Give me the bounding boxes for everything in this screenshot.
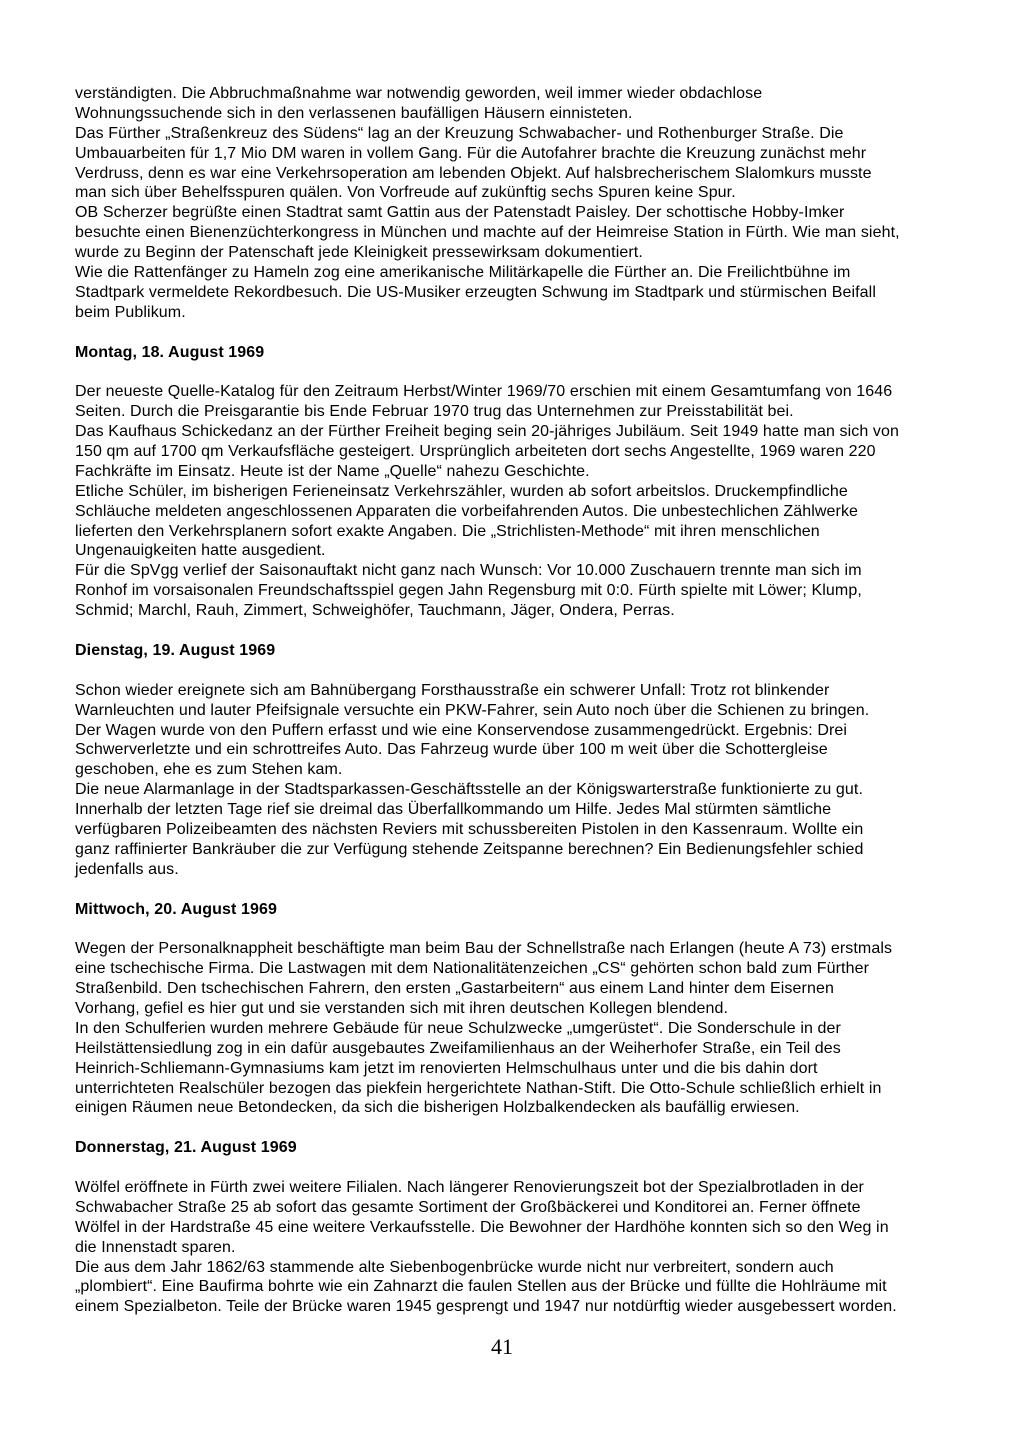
- text-line: beim Publikum.: [75, 303, 186, 321]
- text-line: 150 qm auf 1700 qm Verkaufsfläche gesteigert. Ursprünglich arbeiteten dort sechs Angestellte, 1969 waren 220: [75, 443, 876, 461]
- text-line: Schmid; Marchl, Rauh, Zimmert, Schweighöfer, Tauchmann, Jäger, Ondera, Perras.: [75, 602, 675, 620]
- text-line: besuchte einen Bienenzüchterkongress in München und machte auf der Heimreise Station in Fürth. Wie man sieht,: [75, 224, 900, 242]
- text-line: Fachkräfte im Einsatz. Heute ist der Name „Quelle“ nahezu Geschichte.: [75, 462, 590, 480]
- text-line: Straßenbild. Den tschechischen Fahrern, den ersten „Gastarbeitern“ aus einem Land hinter dem Eisernen: [75, 980, 834, 998]
- text-line: Schwabacher Straße 25 ab sofort das gesamte Sortiment der Großbäckerei und Konditorei an. Ferner öffnete: [75, 1198, 861, 1216]
- text-line: Ungenauigkeiten hatte ausgedient.: [75, 542, 326, 560]
- text-line: die Innenstadt sparen.: [75, 1238, 236, 1256]
- text-line: geschoben, ehe es zum Stehen kam.: [75, 761, 343, 779]
- paragraph: [75, 382, 987, 621]
- text-line: In den Schulferien wurden mehrere Gebäude für neue Schulzwecke „umgerüstet“. Die Sonderschule in der: [75, 1019, 841, 1037]
- text-line: Vorhang, gefiel es hier gut und sie verstanden sich mit ihren deutschen Kollegen blendend.: [75, 999, 728, 1017]
- text-line: Schwerverletzte und ein schrottreifes Auto. Das Fahrzeug wurde über 100 m weit über die Schottergleise: [75, 741, 828, 759]
- text-line: Heinrich-Schliemann-Gymnasiums kam jetzt im renovierten Helmschulhaus unter und die bis dahin dort: [75, 1059, 818, 1077]
- paragraph: [75, 939, 987, 1118]
- paragraph: [75, 84, 987, 323]
- text-line: verständigten. Die Abbruchmaßnahme war notwendig geworden, weil immer wieder obdachlose: [75, 85, 763, 102]
- text-line: Der Wagen wurde von den Puffern erfasst und wie eine Konservendose zusammengedrückt. Ergebnis: Drei: [75, 721, 848, 739]
- text-line: Schläuche meldeten angeschlossenen Apparaten die vorbeifahrenden Autos. Die unbestechlichen Zählwerke: [75, 502, 859, 520]
- text-line: Ronhof im vorsaisonalen Freundschaftsspiel gegen Jahn Regensburg mit 0:0. Fürth spielte mit Löwer; Klump,: [75, 582, 862, 600]
- text-line: man sich über Behelfsspuren quälen. Von Vorfreude auf zukünftig sechs Spuren keine Spur.: [75, 184, 736, 202]
- text-line: Wohnungssuchende sich in den verlassenen baufälligen Häusern einnisteten.: [75, 104, 633, 122]
- text-line: Wie die Rattenfänger zu Hameln zog eine amerikanische Militärkapelle die Fürther an. Die Freilichtbühne im: [75, 264, 851, 282]
- text-line: ganz raffinierter Bankräuber die zur Verfügung stehende Zeitspanne berechnen? Ein Bedienungsfehler schied: [75, 840, 864, 858]
- section-heading: Dienstag, 19. August 1969: [75, 641, 276, 659]
- text-line: OB Scherzer begrüßte einen Stadtrat samt Gattin aus der Patenstadt Paisley. Der schottische Hobby-Imker: [75, 204, 845, 222]
- text-line: Wegen der Personalknappheit beschäftigte man beim Bau der Schnellstraße nach Erlangen (heute A 73) erstmals: [75, 940, 893, 958]
- text-line: Schon wieder ereignete sich am Bahnübergang Forsthausstraße ein schwerer Unfall: Trotz rot blinkender: [75, 681, 830, 699]
- text-line: lieferten den Verkehrsplanern sofort exakte Angaben. Die „Strichlisten-Methode“ mit ihren menschlichen: [75, 522, 820, 540]
- text-line: Umbauarbeiten für 1,7 Mio DM waren in vollem Gang. Für die Autofahrer brachte die Kreuzung zunächst mehr: [75, 144, 867, 162]
- page-number: 41: [491, 1334, 513, 1359]
- text-line: Heilstättensiedlung zog in ein dafür ausgebautes Zweifamilienhaus an der Weiherhofer Straße, ein Teil des: [75, 1039, 841, 1057]
- text-line: Das Kaufhaus Schickedanz an der Fürther Freiheit beging sein 20-jähriges Jubiläum. Seit 1949 hatte man sich von: [75, 423, 900, 441]
- text-line: einem Spezialbeton. Teile der Brücke waren 1945 gesprengt und 1947 nur notdürftig wieder ausgebessert worden.: [75, 1298, 897, 1316]
- text-line: Die aus dem Jahr 1862/63 stammende alte Siebenbogenbrücke wurde nicht nur verbreitert, sondern auch: [75, 1258, 834, 1276]
- text-line: Der neueste Quelle-Katalog für den Zeitraum Herbst/Winter 1969/70 erschien mit einem Gesamtumfang von 1646: [75, 383, 893, 401]
- text-line: Etliche Schüler, im bisherigen Ferieneinsatz Verkehrszähler, wurden ab sofort arbeitslos. Druckempfindliche: [75, 482, 848, 500]
- text-line: wurde zu Beginn der Patenschaft jede Kleinigkeit pressewirksam dokumentiert.: [75, 244, 643, 262]
- text-line: Warnleuchten und lauter Pfeifsignale versuchte ein PKW-Fahrer, sein Auto noch über die Schienen zu bringen.: [75, 701, 870, 719]
- text-line: Das Fürther „Straßenkreuz des Südens“ lag an der Kreuzung Schwabacher- und Rothenburger Straße. Die: [75, 124, 844, 142]
- text-line: Verdruss, denn es war eine Verkehrsoperation am lebenden Objekt. Auf halsbrecherischem Slalomkurs musste: [75, 164, 872, 182]
- text-line: verfügbaren Polizeibeamten des nächsten Reviers mit schussbereiten Pistolen in den Kassenraum. Wollte ein: [75, 820, 864, 838]
- document-body: [75, 84, 987, 1317]
- text-line: Stadtpark vermeldete Rekordbesuch. Die US-Musiker erzeugten Schwung im Stadtpark und stürmischen Beifall: [75, 283, 876, 301]
- section-heading: Mittwoch, 20. August 1969: [75, 900, 277, 918]
- text-line: Wölfel eröffnete in Fürth zwei weitere Filialen. Nach längerer Renovierungszeit bot der Spezialbrotladen in der: [75, 1178, 864, 1196]
- text-line: Innerhalb der letzten Tage rief sie dreimal das Überfallkommando um Hilfe. Jedes Mal stürmten sämtliche: [75, 801, 832, 819]
- text-line: Die neue Alarmanlage in der Stadtsparkassen-Geschäftsstelle an der Königswarterstraße funktionierte zu gut.: [75, 781, 864, 799]
- section-heading: Montag, 18. August 1969: [75, 343, 265, 361]
- text-line: Für die SpVgg verlief der Saisonauftakt nicht ganz nach Wunsch: Vor 10.000 Zuschauern trennte man sich im: [75, 562, 862, 580]
- paragraph: [75, 1178, 987, 1317]
- text-line: „plombiert“. Eine Baufirma bohrte wie ein Zahnarzt die faulen Stellen aus der Brücke und füllte die Hohlräume mit: [75, 1278, 887, 1296]
- text-line: Wölfel in der Hardstraße 45 eine weitere Verkaufsstelle. Die Bewohner der Hardhöhe konnten sich so den Weg in: [75, 1218, 889, 1236]
- section-heading: Donnerstag, 21. August 1969: [75, 1139, 297, 1157]
- text-line: Seiten. Durch die Preisgarantie bis Ende Februar 1970 trug das Unternehmen zur Preisstabilität bei.: [75, 403, 794, 421]
- text-line: einigen Räumen neue Betondecken, da sich die bisherigen Holzbalkendecken als baufällig erwiesen.: [75, 1099, 800, 1117]
- text-line: jedenfalls aus.: [75, 860, 179, 878]
- text-line: unterrichteten Realschüler bezogen das piekfein hergerichtete Nathan-Stift. Die Otto-Schule schließlich erhielt in: [75, 1079, 882, 1097]
- text-line: eine tschechische Firma. Die Lastwagen mit dem Nationalitätenzeichen „CS“ gehörten schon bald zum Fürther: [75, 960, 869, 978]
- paragraph: [75, 681, 987, 880]
